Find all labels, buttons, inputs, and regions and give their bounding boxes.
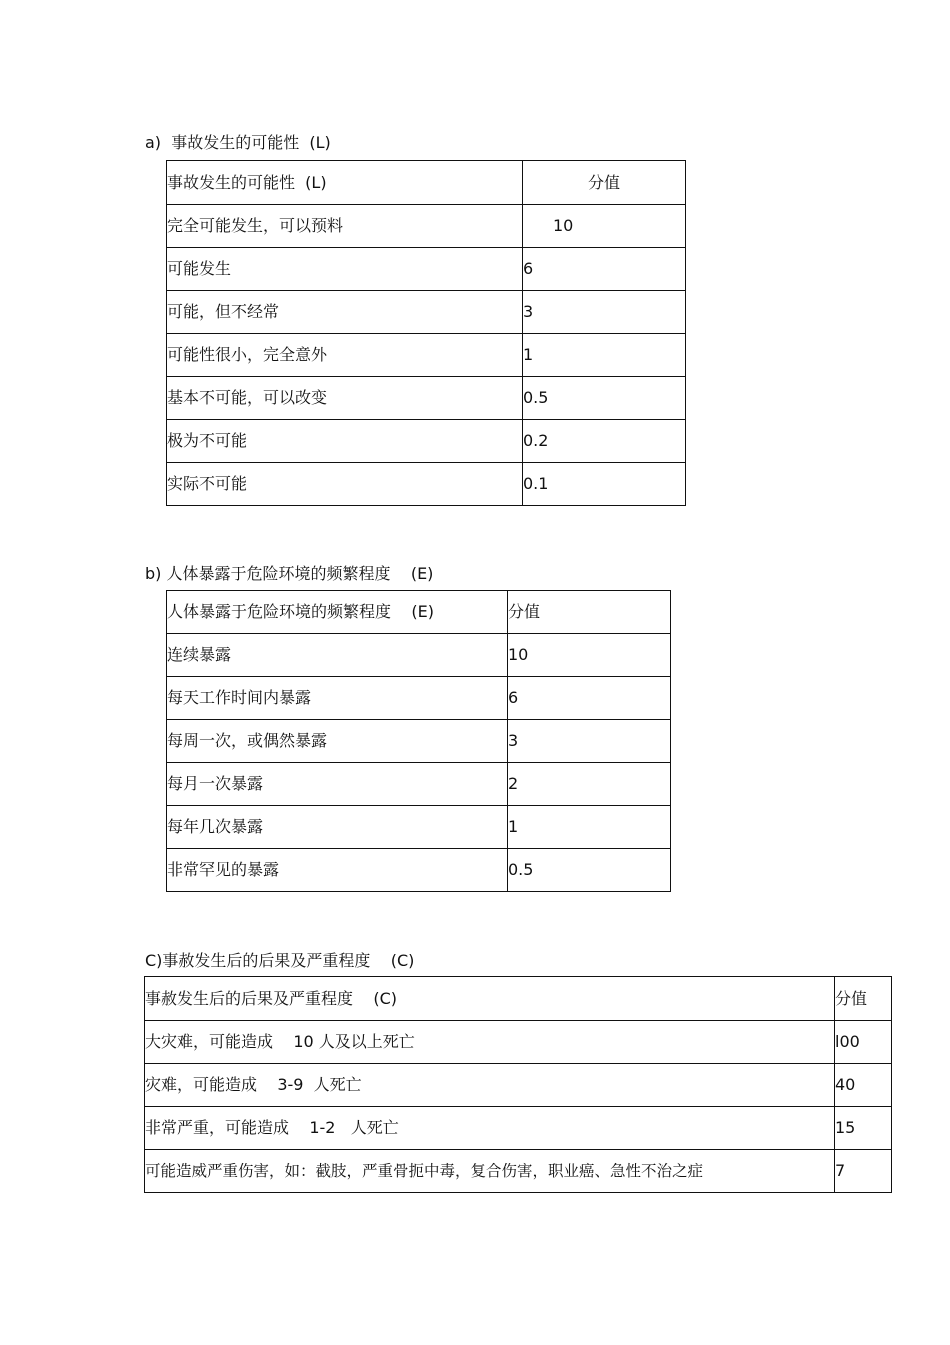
- row-value: 0.5: [508, 849, 671, 892]
- row-value: 15: [835, 1107, 892, 1150]
- row-label: 灾难，可能造成 3-9 人死亡: [145, 1064, 835, 1107]
- table-header-row: [167, 591, 671, 634]
- row-label: 实际不可能: [167, 463, 523, 506]
- section-c-caption: C)事赦发生后的后果及严重程度 (C): [145, 951, 415, 970]
- table-header-row: [167, 161, 686, 205]
- row-label: 每天工作时间内暴露: [167, 677, 508, 720]
- row-value: 40: [835, 1064, 892, 1107]
- row-value: 1: [508, 806, 671, 849]
- consequence-severity-table: [144, 976, 892, 1193]
- row-label: 极为不可能: [167, 420, 523, 463]
- header-label-cell: 人体暴露于危险环境的频繁程度 (E): [167, 591, 508, 634]
- table-row: [167, 463, 686, 506]
- table-row: [167, 849, 671, 892]
- table-row: [167, 720, 671, 763]
- row-value: 10: [508, 634, 671, 677]
- row-label: 非常罕见的暴露: [167, 849, 508, 892]
- row-value: [523, 205, 686, 248]
- row-label: 可能发生: [167, 248, 523, 291]
- exposure-frequency-table: [166, 590, 671, 892]
- row-value: 3: [523, 291, 686, 334]
- section-a-caption: a) 事故发生的可能性 (L): [145, 133, 331, 152]
- table-row: [167, 763, 671, 806]
- row-value: l00: [835, 1021, 892, 1064]
- row-label: 基本不可能，可以改变: [167, 377, 523, 420]
- row-label: 可能造威严重伤害，如：截肢，严重骨扼中毒，复合伤害，职业癌、急性不治之症: [145, 1150, 835, 1193]
- row-value: 7: [835, 1150, 892, 1193]
- row-label: 每月一次暴露: [167, 763, 508, 806]
- row-value: 3: [508, 720, 671, 763]
- table-row: [167, 420, 686, 463]
- header-label-cell: 事赦发生后的后果及严重程度 (C): [145, 977, 835, 1021]
- row-label: 连续暴露: [167, 634, 508, 677]
- row-label: 每周一次，或偶然暴露: [167, 720, 508, 763]
- table-row: [167, 248, 686, 291]
- table-row: [167, 806, 671, 849]
- table-row: [145, 1021, 892, 1064]
- table-row: [167, 377, 686, 420]
- table-row: [167, 634, 671, 677]
- row-value: 2: [508, 763, 671, 806]
- row-label: 完全可能发生，可以预料: [167, 205, 523, 248]
- header-value-cell: 分值: [508, 591, 671, 634]
- row-value: 0.2: [523, 420, 686, 463]
- row-label: 每年几次暴露: [167, 806, 508, 849]
- table-row: [145, 1107, 892, 1150]
- table-header-row: [145, 977, 892, 1021]
- header-value-cell: 分值: [835, 977, 892, 1021]
- row-value: 6: [523, 248, 686, 291]
- table-row: [145, 1150, 892, 1193]
- row-value-text: 10: [553, 216, 574, 235]
- section-b-caption: b) 人体暴露于危险环境的频繁程度 (E): [145, 564, 434, 583]
- row-label: 非常严重，可能造成 1-2 人死亡: [145, 1107, 835, 1150]
- row-label: 可能性很小，完全意外: [167, 334, 523, 377]
- row-value: 6: [508, 677, 671, 720]
- row-label: 可能，但不经常: [167, 291, 523, 334]
- row-label: 大灾难，可能造成 10 人及以上死亡: [145, 1021, 835, 1064]
- header-value-cell: 分值: [523, 161, 686, 205]
- row-value: 0.1: [523, 463, 686, 506]
- table-row: [167, 291, 686, 334]
- row-value: 0.5: [523, 377, 686, 420]
- likelihood-table: [166, 160, 686, 506]
- row-value: 1: [523, 334, 686, 377]
- table-row: [167, 677, 671, 720]
- table-row: [167, 205, 686, 248]
- table-row: [145, 1064, 892, 1107]
- table-row: [167, 334, 686, 377]
- header-label-cell: 事故发生的可能性 (L): [167, 161, 523, 205]
